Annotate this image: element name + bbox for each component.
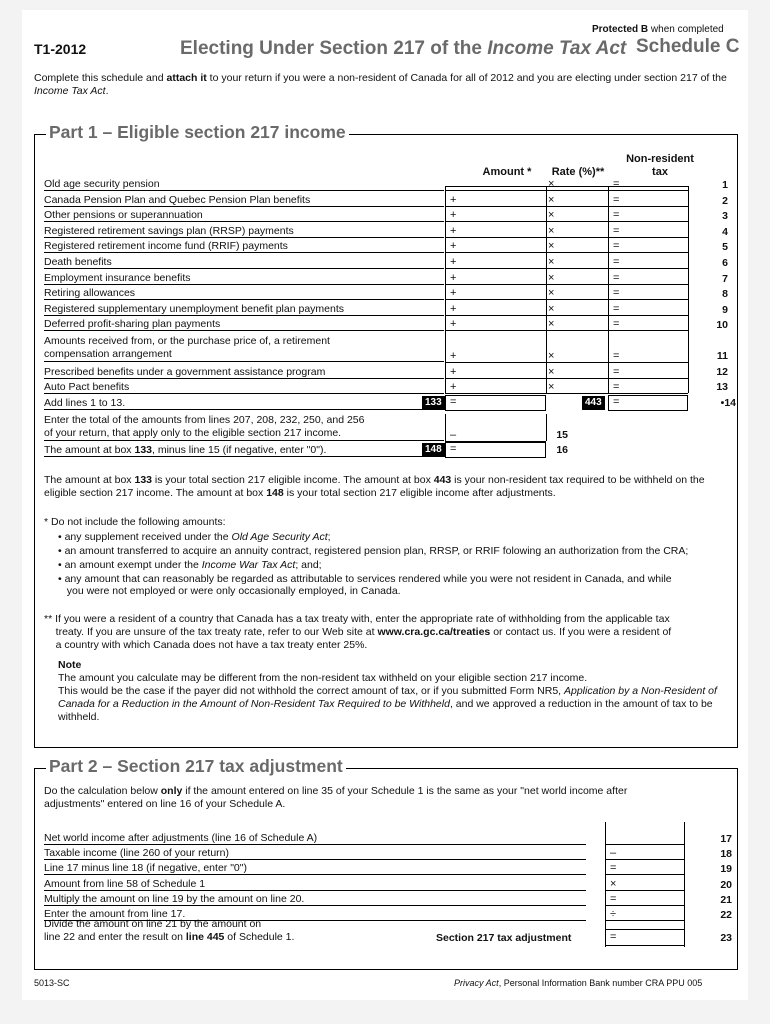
operator: × <box>548 303 555 315</box>
operator: + <box>450 256 457 268</box>
operator: × <box>548 178 555 190</box>
row-label: Prescribed benefits under a government assistance program <box>44 366 326 378</box>
box-148: 148 <box>422 443 445 457</box>
operator: × <box>610 878 617 890</box>
row-label: Employment insurance benefits <box>44 272 191 284</box>
operator: = <box>610 893 617 905</box>
form-code: 5013-SC <box>34 978 70 988</box>
amount-box-148[interactable] <box>445 442 546 458</box>
row-label: Other pensions or superannuation <box>44 209 203 221</box>
amount-field[interactable] <box>605 859 685 860</box>
row-underline <box>44 844 586 845</box>
line-number: 8 <box>722 288 728 300</box>
operator: + <box>450 366 457 378</box>
row-underline <box>44 190 444 191</box>
operator: = <box>613 381 620 393</box>
operator: = <box>450 443 457 455</box>
box-133: 133 <box>422 396 445 410</box>
row-fields[interactable] <box>445 206 688 207</box>
operator: – <box>450 429 457 441</box>
row13-fields[interactable] <box>445 393 688 394</box>
line-number: 10 <box>716 319 728 331</box>
row-label: of your return, that apply only to the eligible section 217 income. <box>44 427 342 439</box>
column-top-border <box>445 186 688 187</box>
part2-intro: Do the calculation below only if the amount entered on line 35 of your Schedule 1 is the same as your "net world income after adjustments" entered on line 16 of your Schedule A. <box>44 785 628 810</box>
operator: + <box>450 240 457 252</box>
operator: + <box>450 272 457 284</box>
form-id: T1-2012 <box>34 41 87 57</box>
line-number: 9 <box>722 304 728 316</box>
bullet-item: • an amount exempt under the Income War Tax Act; and; <box>58 559 322 571</box>
operator: = <box>610 862 617 874</box>
row-fields[interactable] <box>445 284 688 285</box>
line-number: 11 <box>716 350 728 362</box>
col-amount-header: Amount * <box>482 166 532 178</box>
row-label: Line 17 minus line 18 (if negative, enter "0") <box>44 862 247 874</box>
line-number: 15 <box>556 429 568 441</box>
operator: × <box>548 381 555 393</box>
amount-field[interactable] <box>605 874 685 875</box>
row-label: Registered supplementary unemployment benefit plan payments <box>44 303 345 315</box>
operator: × <box>548 350 555 362</box>
line-number: 6 <box>722 257 728 269</box>
row-label: Retiring allowances <box>44 287 136 299</box>
row-label: Multiply the amount on line 19 by the amount on line 20. <box>44 893 305 905</box>
line-number: 16 <box>556 444 568 456</box>
line-number: 19 <box>720 863 732 875</box>
amount-field-11[interactable] <box>445 362 546 363</box>
operator: – <box>610 847 617 859</box>
amount-field[interactable] <box>605 905 685 906</box>
row-label: Divide the amount on line 21 by the amount on <box>44 918 262 930</box>
amount-field[interactable] <box>605 844 685 845</box>
box-443: 443 <box>582 396 605 410</box>
form-page <box>22 10 748 1000</box>
line-number: 1 <box>722 179 728 191</box>
operator: = <box>610 931 617 943</box>
operator: ÷ <box>610 908 617 920</box>
row-underline <box>44 920 586 921</box>
line-number: 22 <box>720 909 732 921</box>
schedule-label: Schedule C <box>636 36 740 57</box>
row-fields[interactable] <box>445 190 688 191</box>
operator: = <box>450 396 457 408</box>
part1-title: Part 1 – Eligible section 217 income <box>46 122 349 143</box>
operator: + <box>450 350 457 362</box>
row-fields[interactable] <box>445 268 688 269</box>
note-title: Note <box>58 659 82 671</box>
operator: = <box>613 350 620 362</box>
row-label: Amounts received from, or the purchase price of, a retirement <box>44 335 330 347</box>
row12-fields[interactable] <box>445 378 688 379</box>
row-label: Canada Pension Plan and Quebec Pension Plan benefits <box>44 194 311 206</box>
operator: = <box>613 240 620 252</box>
line-number: 5 <box>722 241 728 253</box>
operator: = <box>613 209 620 221</box>
line-number: 21 <box>720 894 732 906</box>
row-label: Net world income after adjustments (line 16 of Schedule A) <box>44 832 318 844</box>
operator: = <box>613 256 620 268</box>
row-underline <box>44 237 444 238</box>
row-label: Death benefits <box>44 256 112 268</box>
row-label: Auto Pact benefits <box>44 381 130 393</box>
line-number: 7 <box>722 273 728 285</box>
operator: × <box>548 194 555 206</box>
line-number: 17 <box>720 833 732 845</box>
operator: + <box>450 318 457 330</box>
line-number: •14 <box>720 397 736 409</box>
row-underline <box>44 252 444 253</box>
operator: + <box>450 287 457 299</box>
tax-adjustment-field[interactable] <box>605 929 685 946</box>
operator: × <box>548 240 555 252</box>
row-label: Registered retirement savings plan (RRSP) payments <box>44 225 294 237</box>
double-star-note: ** If you were a resident of a country that Canada has a tax treaty with, enter the appropriate rate of withholding from the applicable tax treaty. If you are unsure of the tax treaty rate, refer to our Web site at www.cra.gc.ca/treaties or contact us. If you were a resident of a country with which Canada does not have a tax treaty enter 25%. <box>44 613 672 651</box>
row-fields[interactable] <box>445 221 688 222</box>
amount-box-133[interactable] <box>445 395 546 411</box>
row-label: Enter the total of the amounts from lines 207, 208, 232, 250, and 256 <box>44 414 365 426</box>
line-number: 20 <box>720 879 732 891</box>
row-underline <box>44 859 586 860</box>
line-number: 13 <box>716 381 728 393</box>
operator: + <box>450 303 457 315</box>
row-fields[interactable] <box>445 299 688 300</box>
row-label: Old age security pension <box>44 178 160 190</box>
row-label: Add lines 1 to 13. <box>44 397 126 409</box>
operator: + <box>450 225 457 237</box>
operator: = <box>613 303 620 315</box>
row-label: Amount from line 58 of Schedule 1 <box>44 878 206 890</box>
row-fields[interactable] <box>445 237 688 238</box>
operator: + <box>450 381 457 393</box>
row-underline <box>44 330 444 331</box>
line-number: 23 <box>720 932 732 944</box>
row-label: Registered retirement income fund (RRIF) payments <box>44 240 288 252</box>
col-rate-header: Rate (%)** <box>551 166 605 178</box>
row-label: The amount at box 133, minus line 15 (if negative, enter "0"). <box>44 444 327 456</box>
operator: + <box>450 194 457 206</box>
row-underline <box>44 905 586 906</box>
operator: = <box>613 194 620 206</box>
row-label: compensation arrangement <box>44 348 172 360</box>
operator: + <box>450 209 457 221</box>
row-label: Enter the amount from line 17. <box>44 908 186 920</box>
row-underline <box>44 268 444 269</box>
operator: × <box>548 256 555 268</box>
row-fields[interactable] <box>445 315 688 316</box>
amount-field[interactable] <box>605 890 685 891</box>
col-tax-header-1: Non-resident <box>626 153 694 165</box>
row-underline <box>44 890 586 891</box>
amount-field[interactable] <box>605 920 685 921</box>
rate-field-11[interactable] <box>546 362 608 363</box>
operator: = <box>613 272 620 284</box>
line-number: 3 <box>722 210 728 222</box>
bullet-item: • any supplement received under the Old Age Security Act; <box>58 531 331 543</box>
row-underline <box>44 221 444 222</box>
row-underline <box>44 299 444 300</box>
operator: = <box>613 178 620 190</box>
row-fields[interactable] <box>445 252 688 253</box>
line-number: 2 <box>722 195 728 207</box>
row-label: line 22 and enter the result on line 445 of Schedule 1. <box>44 931 295 943</box>
privacy-note: Privacy Act, Personal Information Bank number CRA PPU 005 <box>454 978 703 988</box>
tax-field-11[interactable] <box>608 362 688 363</box>
operator: × <box>548 225 555 237</box>
row-label: Taxable income (line 260 of your return) <box>44 847 230 859</box>
page-title: Electing Under Section 217 of the Income Tax Act <box>180 38 627 59</box>
intro-text: Complete this schedule and attach it to your return if you were a non-resident of Canada for all of 2012 and you are electing under section 217 of the Income Tax Act. <box>34 72 727 97</box>
operator: × <box>548 366 555 378</box>
bullet-item: • an amount transferred to acquire an annuity contract, registered pension plan, RRSP, or RRIF folowing an authorization from the CRA; <box>58 545 689 557</box>
operator: = <box>613 366 620 378</box>
operator: = <box>613 225 620 237</box>
operator: × <box>548 287 555 299</box>
operator: × <box>548 272 555 284</box>
row-fields[interactable] <box>445 330 688 331</box>
summary-text: The amount at box 133 is your total section 217 eligible income. The amount at box 443 is your non-resident tax required to be withheld on the eligible section 217 income. The amount at box 148 is your total section 217 eligible income after adjustments. <box>44 474 705 499</box>
part2-title: Part 2 – Section 217 tax adjustment <box>46 756 346 777</box>
row-underline <box>44 206 444 207</box>
operator: = <box>613 287 620 299</box>
col-tax-header-2: tax <box>652 166 668 178</box>
row-underline <box>44 315 444 316</box>
operator: × <box>548 209 555 221</box>
section-217-tax-adjustment-label: Section 217 tax adjustment <box>436 932 572 944</box>
line-number: 18 <box>720 848 732 860</box>
operator: = <box>613 396 620 408</box>
operator: = <box>613 318 620 330</box>
star-note: * Do not include the following amounts: <box>44 516 226 528</box>
operator: × <box>548 318 555 330</box>
tax-box-443[interactable] <box>608 395 688 411</box>
protected-label: Protected B when completed <box>592 24 724 35</box>
line-number: 4 <box>722 226 728 238</box>
bullet-item: • any amount that can reasonably be regarded as attributable to services rendered while you were not resident in Canada, and while you were not employed or were only occasionally employed, in Canada. <box>58 573 672 597</box>
row-underline <box>44 284 444 285</box>
line-number: 12 <box>716 366 728 378</box>
row-underline <box>44 874 586 875</box>
note-body: The amount you calculate may be different from the non-resident tax withheld on your eligible section 217 income. This would be the case if the payer did not withhold the correct amount of tax, or if you submitted Form NR5, Application by a Non-Resident of Canada for a Reduction in the Amount of Non-Resident Tax Required to be Withheld, and we approved a reduction in the amount of tax to be withheld. <box>58 672 717 723</box>
row-label: Deferred profit-sharing plan payments <box>44 318 221 330</box>
